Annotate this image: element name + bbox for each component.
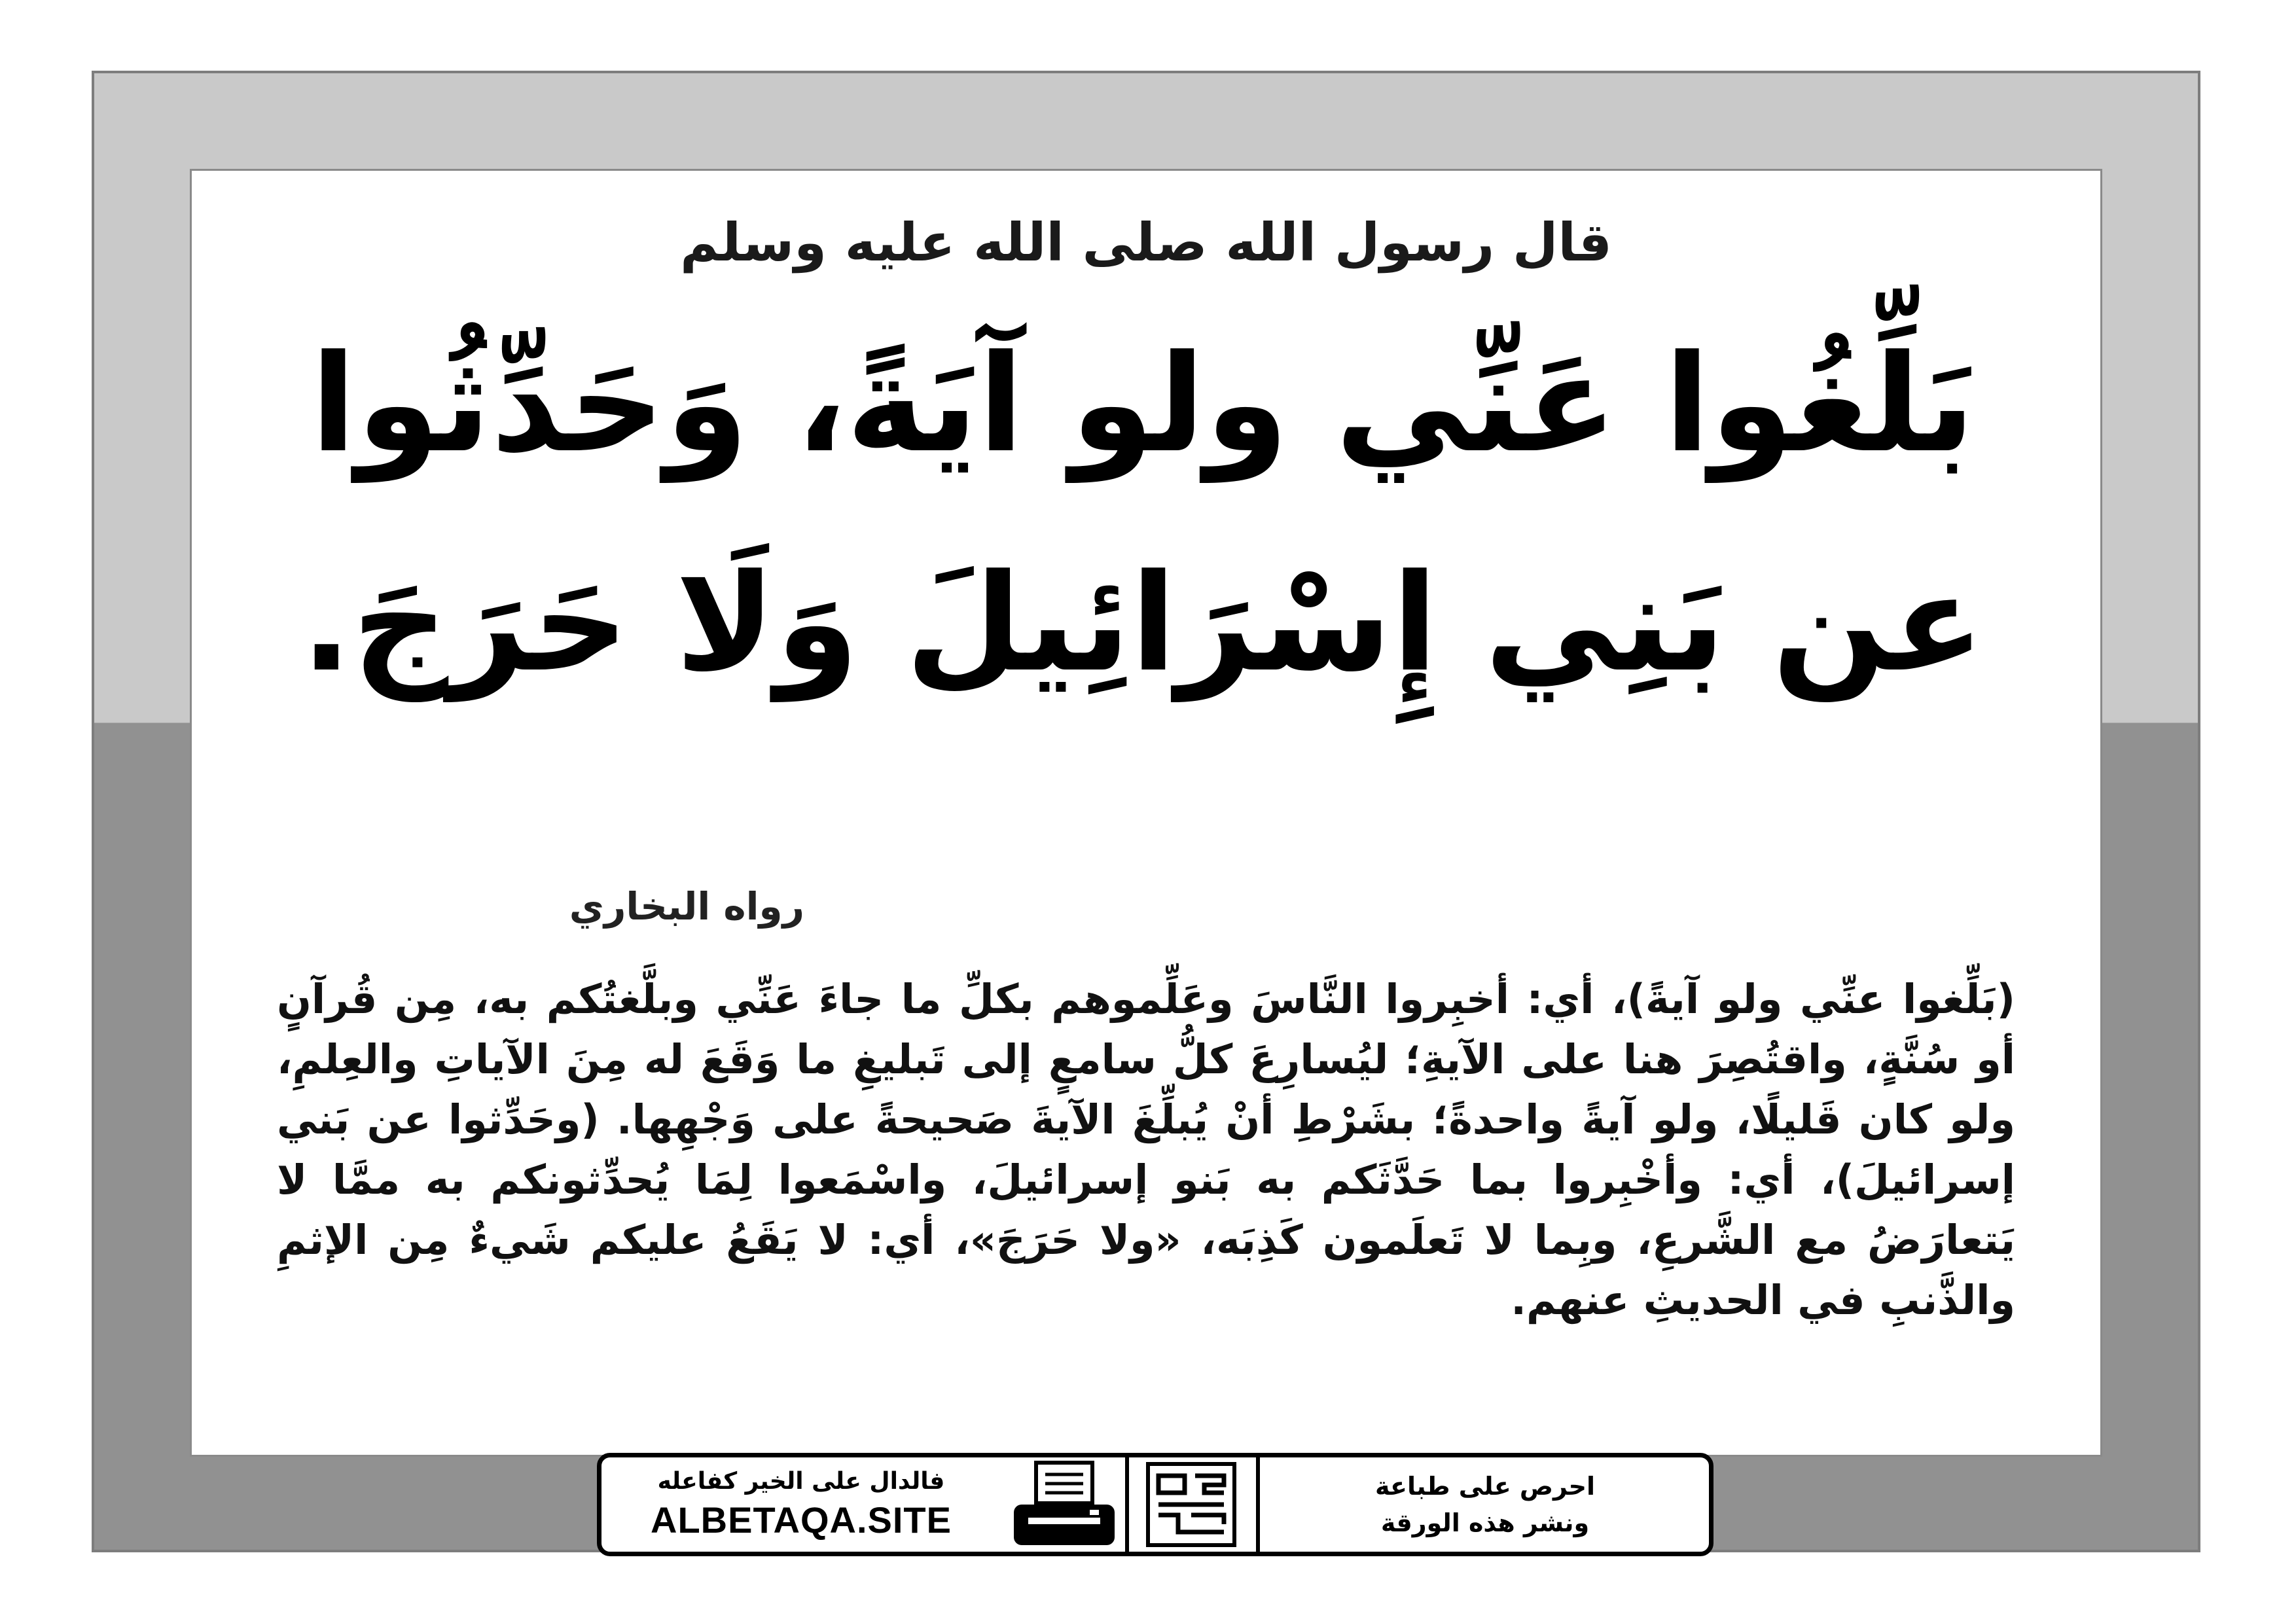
footer-print-notice bbox=[1263, 1457, 1708, 1552]
hadith-line-2: عن بَنِي إِسْرَائِيلَ وَلَا حَرَجَ. bbox=[300, 546, 1985, 702]
hadith-line-1: بَلِّغُوا عَنِّي ولو آيَةً، وَحَدِّثُوا bbox=[310, 327, 1975, 482]
footer-site bbox=[615, 1457, 988, 1552]
footer-site-tagline: فالدال على الخير كفاعله bbox=[657, 1468, 945, 1495]
narrator-label: رواه البخاري bbox=[569, 884, 804, 929]
footer-bar bbox=[597, 1453, 1713, 1556]
logo-mark-glyph bbox=[1139, 1459, 1244, 1550]
print-notice-line-1: احرص على طباعة bbox=[1374, 1472, 1596, 1501]
prophet-attribution: قال رسول الله صلى الله عليه وسلم bbox=[680, 212, 1612, 273]
print-notice-line-2: ونشر هذه الورقة bbox=[1380, 1508, 1590, 1537]
commentary-paragraph: (بَلِّغوا عنِّي ولو آيةً)، أي: أخبِروا النَّاسَ وعَلِّموهم بكلِّ ما جاءَ عَنِّي وبلَّغتُكم به، مِن قُرآنٍ أو سُنَّةٍ، واقتُصِرَ هنا على الآيةِ؛ ليُسارِعَ كلُّ سامعٍ إلى تَبليغِ ما وَقَعَ له مِنَ الآياتِ والعِلمِ، ولو كان قَليلًا، ولو آيةً واحدةً؛ بشَرْطِ أنْ يُبلِّغَ الآيةَ صَحيحةً على وَجْهِها. (وحَدِّثوا عن بَني إسرائيلَ)، أي: وأخْبِروا بما حَدَّثَكم به بَنو إسرائيلَ، واسْمَعوا لِمَا يُحدِّثونكم به ممَّا لا يَتعارَضُ مع الشَّرعِ، وبِما لا تَعلَمون كَذِبَه، «ولا حَرَجَ»، أي: لا يَقَعُ عليكم شَيءٌ مِن الإثمِ والذَّنبِ في الحديثِ عنهم. bbox=[277, 975, 2015, 1324]
content-card bbox=[190, 169, 2102, 1457]
footer-site-url[interactable]: ALBETAQA.SITE bbox=[651, 1499, 952, 1541]
footer-divider bbox=[1256, 1457, 1260, 1552]
printer-icon bbox=[1002, 1457, 1126, 1552]
logo-mark bbox=[1129, 1457, 1253, 1552]
